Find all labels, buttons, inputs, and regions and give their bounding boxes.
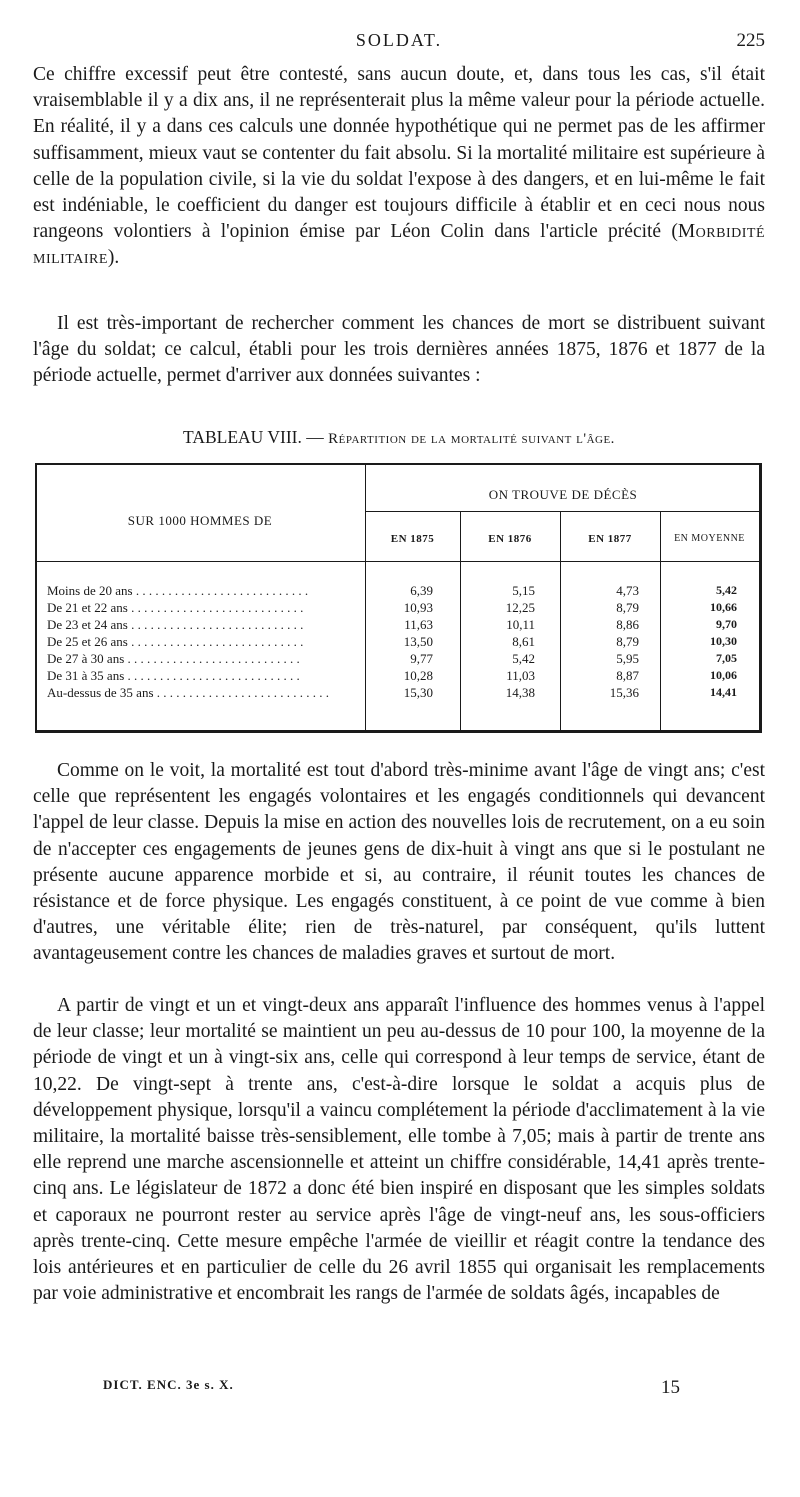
page [33,0,765,1497]
value-average: 7,05 [716,651,737,665]
value-1877: 15,36 [609,685,639,700]
value-average: 10,66 [710,600,737,614]
value-average: 5,42 [716,583,737,597]
signature-mark: 15 [661,1377,680,1398]
value-1877: 8,86 [616,617,639,632]
paragraph-4: A partir de vingt et un et vingt-deux ans apparaît l'influence des hommes venus à l'appel de leur classe; leur mortalité se maintient un peu au-dessus de 10 pour 100, la moyenne de la période de vingt et un à vingt-six ans, celle qui correspond à leur temps de service, étant de 10,22. De vingt-sept à trente ans, c'est-à-dire lorsque le soldat a acquis plus de développement physique, lorsqu'il a vaincu complétement la période d'acclimatement à la vie militaire, la mortalité baisse très-sensiblement, elle tombe à 7,05; mais à partir de trente ans elle reprend une marche ascensionnelle et atteint un chiffre considérable, 14,41 après trente-cinq ans. Le législateur de 1872 a donc été bien inspiré en disposant que les simples soldats et caporaux ne pourront rester au service après l'âge de vingt-neuf ans, les sous-officiers après trente-cinq. Cette mesure empêche l'armée de vieillir et réagit contre la tendance des lois antérieures et en particulier de celle du 26 avril 1855 qui organisait les remplacements par voie administrative et encombrait les rangs de l'armée de soldats âgés, incapables de [33,995,765,1305]
table-row [35,685,761,701]
table-row [35,600,761,616]
value-1877: 8,79 [616,634,639,649]
value-1875: 15,30 [403,685,433,700]
value-1875: 10,28 [403,668,433,683]
value-1875: 11,63 [404,617,433,632]
table-row [35,668,761,684]
value-average: 10,06 [710,668,737,682]
value-1875: 13,50 [403,634,433,649]
value-1877: 4,73 [616,583,639,598]
value-1876: 14,38 [505,685,535,700]
table-caption-main: TABLEAU VIII. — [183,427,329,447]
value-average: 10,30 [710,634,737,648]
value-1876: 8,61 [512,634,535,649]
value-1876: 12,25 [505,600,535,615]
paragraph-1 [33,62,765,272]
value-average: 9,70 [716,617,737,631]
table-border-bottom [35,730,761,733]
mortality-table [35,463,761,733]
value-1875: 6,39 [410,583,433,598]
value-1876: 5,15 [512,583,535,598]
value-1875: 10,93 [403,600,433,615]
table-row [35,651,761,667]
value-average: 14,41 [710,685,737,699]
year-header-average: EN MOYENNE [674,533,745,544]
value-1876: 5,42 [512,651,535,666]
running-header [33,30,765,54]
table-header-rule [35,561,761,562]
paragraph-1-text: Ce chiffre excessif peut être contesté, sans aucun doute, et, dans tous les cas, s'il était vraisemblable il y a dix ans, il ne représenterait plus la même valeur pour la période actuelle. En réalité, il y a dans ces calculs une donnée hypothétique qui ne permet pas de les affirmer suffisamment, mieux vaut se contenter du fait absolu. Si la mortalité militaire est supérieure à celle de la population civile, si la vie du soldat l'expose à des dangers, et en lui-même le fait est indéniable, le coefficient du danger est toujours difficile à établir et en ceci nous nous rangeons volontiers à l'opinion émise par Léon Colin dans l'article précité ( [33,64,765,243]
row-label: De 31 à 35 ans . . . [47,668,365,684]
paragraph-2: Il est très-important de rechercher comment les chances de mort se distribuent suivant l'âge du soldat; ce calcul, établi pour les trois dernières années 1875, 1876 et 1877 de la période actuelle, permet d'arriver aux données suivantes : [33,313,765,387]
row-label: De 21 et 22 ans . . . [47,600,365,616]
table-caption [33,427,765,448]
year-header-1875: EN 1875 [390,533,435,545]
year-header-1876: EN 1876 [488,533,532,545]
table-header-left: SUR 1000 HOMMES DE [127,513,273,528]
table-subheader-rule [365,511,761,512]
table-border-top [35,463,761,465]
table-row [35,617,761,633]
row-label: De 25 et 26 ans . . . [47,634,365,650]
value-1877: 8,79 [616,600,639,615]
page-footer [33,1377,765,1399]
value-1877: 5,95 [616,651,639,666]
row-label: Moins de 20 ans . . . [47,583,365,599]
page-number: 225 [736,30,765,51]
year-header-1877: EN 1877 [588,533,632,545]
value-1876: 10,11 [506,617,535,632]
value-1875: 9,77 [410,651,433,666]
row-label: De 23 et 24 ans . . . [47,617,365,633]
running-title: SOLDAT. [355,30,443,50]
value-1876: 11,03 [506,668,535,683]
paragraph-3: Comme on le voit, la mortalité est tout d'abord très-minime avant l'âge de vingt ans; c'est celle que représentent les engagés volontaires et les engagés conditionnels qui devancent l'appel de leur classe. Depuis la mise en action des nouvelles lois de recrutement, on a eu soin de n'accepter ces engagements de jeunes gens de dix-huit à vingt ans que si le postulant ne présente aucune apparence morbide et si, au contraire, il réunit toutes les chances de résistance et de force physique. Les engagés constituent, à ce point de vue comme à bien d'autres, une véritable élite; rien de très-naturel, par conséquent, qu'ils luttent avantageusement contre les chances de maladies graves et surtout de mort. [33,760,765,965]
paragraph-1-end: ). [107,247,120,269]
table-caption-sub: Répartition de la mortalité suivant l'âge. [328,431,615,447]
value-1877: 8,87 [616,668,639,683]
volume-reference: DICT. ENC. 3e s. X. [103,1377,234,1392]
table-header-top: ON TROUVE DE DÉCÈS [488,487,638,502]
table-row [35,583,761,599]
row-label: De 27 à 30 ans . . . [47,651,365,667]
row-label: Au-dessus de 35 ans . . . [47,685,365,701]
article-reference: Morbidité militaire [33,221,765,269]
table-row [35,634,761,650]
